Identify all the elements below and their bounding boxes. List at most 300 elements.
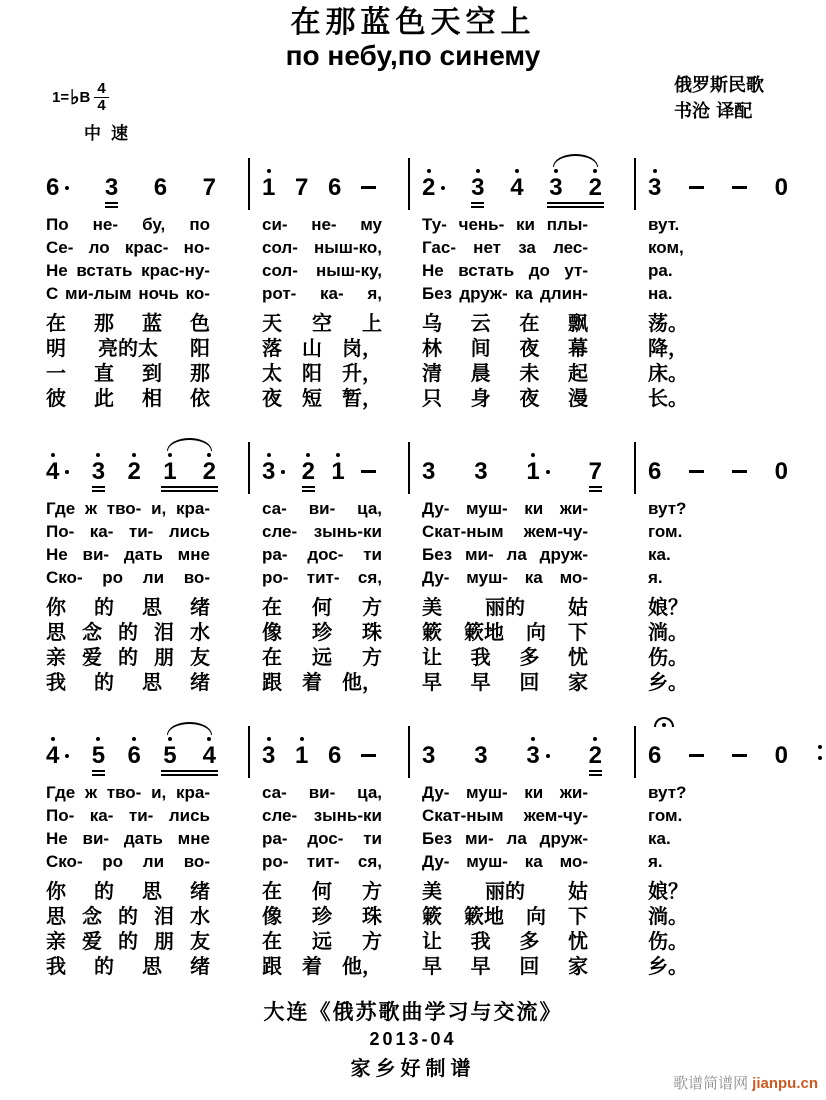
lyric-syllable: 在 <box>262 879 282 903</box>
dash-glyph <box>361 175 376 200</box>
barline-spacer <box>396 595 422 620</box>
barline-spacer <box>396 282 422 305</box>
underline-slot <box>262 768 275 776</box>
note-column <box>589 451 602 492</box>
note-3 <box>105 167 118 208</box>
underline-slot <box>589 484 602 492</box>
duration-dot <box>546 754 550 758</box>
lyric-syllable: сол- <box>262 261 298 280</box>
dash-note <box>689 167 704 208</box>
footer-transcriber: 家乡好制谱 <box>350 1056 476 1080</box>
barline-spacer <box>622 566 648 589</box>
underline-slot <box>474 484 487 492</box>
note-digit: 6 <box>127 742 141 769</box>
lyric-syllable: ныш-ку, <box>315 261 382 280</box>
lyric-syllable: си- <box>262 215 288 234</box>
octave-dot <box>267 737 271 741</box>
lyric-syllable: 明 <box>46 336 66 360</box>
lyric-measure-cell <box>262 236 396 259</box>
lyric-syllable: плы- <box>546 215 588 234</box>
lyric-syllable: 家 <box>567 670 588 694</box>
duration-dot <box>65 186 69 190</box>
watermark-url: jianpu.cn <box>752 1075 818 1092</box>
lyric-measure-cell <box>422 361 622 386</box>
lyric-measure-cell <box>262 311 396 336</box>
notation-row <box>0 719 826 781</box>
lyric-syllable: Ско- <box>46 568 83 587</box>
barline-spacer <box>396 645 422 670</box>
octave-dot <box>427 169 431 173</box>
lyric-syllable: ти <box>363 829 382 848</box>
note-digit: 4 <box>46 742 60 769</box>
lyric-syllable: лись <box>168 806 210 825</box>
lyric-syllable: 夜 <box>519 336 540 360</box>
lyric-syllable: 我 <box>470 645 491 669</box>
underline <box>161 770 218 772</box>
barline <box>634 158 636 210</box>
measure <box>648 451 816 492</box>
dash-note <box>732 735 747 776</box>
lyric-syllable: на. <box>648 284 673 303</box>
note-column <box>471 167 484 208</box>
lyric-syllable: ми- <box>464 545 494 564</box>
lyric-syllable: По <box>46 215 69 234</box>
tie-arc <box>553 154 598 167</box>
barline-spacer <box>396 827 422 850</box>
lyric-syllable: 远 <box>312 929 332 953</box>
note-column <box>689 735 704 776</box>
note-column <box>128 451 141 492</box>
dash-note <box>689 735 704 776</box>
lyric-syllable: ка <box>514 284 533 303</box>
lyric-syllable: 忧 <box>567 645 588 669</box>
lyric-measure-cell <box>648 827 816 850</box>
russian-lyric-line <box>46 236 826 259</box>
note-column <box>589 735 602 776</box>
lyric-syllable: 着 <box>302 954 322 978</box>
lyric-syllable: 夜 <box>262 386 282 410</box>
barline-spacer <box>622 620 648 645</box>
underline-slot <box>689 200 704 208</box>
note-7 <box>295 167 308 208</box>
lyric-syllable: 多 <box>519 929 540 953</box>
dash-bar <box>689 754 704 757</box>
lyric-syllable: я, <box>367 284 382 303</box>
repeat-dot <box>818 756 822 760</box>
barline-spacer <box>622 827 648 850</box>
lyric-syllable: Ду- <box>422 568 450 587</box>
lyric-syllable: 方 <box>362 879 382 903</box>
note-digit: 1 <box>526 458 540 485</box>
octave-dot <box>476 169 480 173</box>
note-digit: 2 <box>588 742 602 769</box>
barline <box>248 158 250 210</box>
underline-slot <box>92 484 105 492</box>
barline-spacer <box>396 336 422 361</box>
note-2 <box>589 735 602 776</box>
lyric-syllable: 美 <box>422 595 442 619</box>
lyric-syllable: 只 <box>422 386 442 410</box>
note-column <box>154 167 167 208</box>
lyric-measure-cell <box>422 879 622 904</box>
lyric-syllable: жи- <box>559 499 588 518</box>
chinese-lyric-line <box>46 645 826 670</box>
lyric-syllable: Где <box>46 499 76 518</box>
octave-dot <box>300 737 304 741</box>
barline-spacer <box>396 259 422 282</box>
lyric-syllable: 簌地 <box>464 904 504 928</box>
lyric-syllable: ныш-ко, <box>313 238 382 257</box>
lyric-measure-cell <box>422 620 622 645</box>
barline-spacer <box>622 670 648 695</box>
note-digit: 0 <box>774 458 788 485</box>
underline-slot <box>526 484 539 492</box>
barline-spacer <box>236 282 262 305</box>
system-1 <box>0 151 826 411</box>
barline-spacer <box>396 386 422 411</box>
note-6 <box>128 735 141 776</box>
barline <box>408 726 410 778</box>
lyric-syllable: 方 <box>362 929 382 953</box>
barline-spacer <box>236 259 262 282</box>
dash-bar <box>361 754 376 757</box>
barline-spacer <box>236 804 262 827</box>
russian-lyric-line <box>46 259 826 282</box>
barline-spacer <box>396 954 422 979</box>
lyric-syllable: дос- <box>307 829 344 848</box>
lyric-syllable: длин- <box>539 284 588 303</box>
lyric-measure-cell <box>46 929 236 954</box>
lyric-syllable: 早 <box>422 954 442 978</box>
underline-slot <box>295 768 308 776</box>
note-column <box>361 451 376 492</box>
lyric-syllable: 身 <box>470 386 491 410</box>
key-prefix: 1= <box>52 89 70 106</box>
lyric-measure-cell <box>262 361 396 386</box>
lyric-syllable: 阳 <box>302 361 322 385</box>
lyric-measure-cell <box>262 670 396 695</box>
lyric-syllable: 间 <box>470 336 491 360</box>
barline-spacer <box>236 566 262 589</box>
underline-slot <box>732 200 747 208</box>
note-digit: 6 <box>46 174 60 201</box>
octave-dot <box>168 737 172 741</box>
footer-date: 2013-04 <box>369 1029 457 1049</box>
lyric-measure-cell <box>46 336 236 361</box>
underline <box>589 770 602 772</box>
chinese-lyrics <box>0 311 826 411</box>
rest-note <box>775 167 788 208</box>
note-column <box>422 735 435 776</box>
lyric-measure-cell <box>422 311 622 336</box>
note-column <box>302 451 315 492</box>
lyric-syllable: 长。 <box>648 386 688 410</box>
dash-note <box>361 451 376 492</box>
lyric-syllable: 起 <box>567 361 588 385</box>
lyric-measure-cell <box>648 670 816 695</box>
underline-slot <box>775 484 788 492</box>
lyric-syllable: ж <box>84 783 98 802</box>
beam-underline <box>547 200 604 208</box>
lyric-measure-cell <box>422 670 622 695</box>
time-signature-top: 4 <box>94 81 108 98</box>
lyric-syllable: 丽的 <box>485 879 525 903</box>
lyric-measure-cell <box>648 804 816 827</box>
barline-spacer <box>236 929 262 954</box>
note-digit: 0 <box>774 742 788 769</box>
lyric-syllable: 何 <box>312 595 332 619</box>
lyric-syllable: 水 <box>190 904 210 928</box>
octave-dot <box>267 453 271 457</box>
note-digit: 2 <box>422 174 436 201</box>
beamed-note-group <box>163 451 216 492</box>
dash-bar <box>689 186 704 189</box>
lyric-measure-cell <box>648 620 816 645</box>
note-column <box>648 735 661 776</box>
octave-dot <box>554 169 558 173</box>
russian-lyric-line <box>46 827 826 850</box>
dash-note <box>689 451 704 492</box>
measure <box>422 735 622 776</box>
lyric-syllable: 伤。 <box>648 645 688 669</box>
lyric-syllable: 在 <box>262 595 282 619</box>
note-column <box>422 451 435 492</box>
lyric-syllable: 思 <box>142 954 162 978</box>
note-column <box>92 451 105 492</box>
chinese-lyric-line <box>46 595 826 620</box>
barline-spacer <box>236 595 262 620</box>
lyric-syllable: тво- <box>106 499 142 518</box>
key-time-signature <box>52 81 109 114</box>
octave-dot <box>96 453 100 457</box>
underline-slot <box>471 200 484 208</box>
octave-dot <box>531 453 535 457</box>
notation-row <box>0 435 826 497</box>
duration-dot <box>546 470 550 474</box>
lyric-syllable: 你 <box>46 595 66 619</box>
flat-sign-icon: ♭ <box>70 87 80 109</box>
score-header <box>0 71 826 149</box>
lyric-syllable: Ско- <box>46 852 83 871</box>
note-column <box>328 167 341 208</box>
note-digit: 4 <box>510 174 524 201</box>
note-3 <box>262 451 285 492</box>
lyric-syllable: 友 <box>190 929 210 953</box>
note-digit: 3 <box>422 458 436 485</box>
lyric-syllable: 伤。 <box>648 929 688 953</box>
note-digit: 3 <box>422 742 436 769</box>
note-3 <box>262 735 275 776</box>
octave-dot <box>306 453 310 457</box>
lyric-syllable: Без <box>422 829 453 848</box>
lyric-syllable: 他， <box>342 670 382 694</box>
lyric-syllable: ти- <box>128 806 154 825</box>
underline-slot <box>422 200 435 208</box>
lyric-syllable: и, <box>151 783 167 802</box>
rest-note <box>775 451 788 492</box>
lyric-syllable: 回 <box>519 954 540 978</box>
key-letter: B <box>79 89 91 106</box>
barline-spacer <box>622 543 648 566</box>
lyric-syllable: 的 <box>118 620 138 644</box>
lyric-syllable: 绪 <box>190 670 210 694</box>
note-6 <box>648 735 661 776</box>
lyric-syllable: 朋 <box>154 929 174 953</box>
underline <box>161 486 218 488</box>
lyric-syllable: 你 <box>46 879 66 903</box>
lyric-syllable: 早 <box>470 670 491 694</box>
russian-lyric-line <box>46 850 826 873</box>
lyric-syllable: 早 <box>422 670 442 694</box>
lyric-syllable: Не <box>422 261 444 280</box>
underline <box>547 202 604 204</box>
note-digit: 3 <box>474 458 488 485</box>
barline-spacer <box>396 497 422 520</box>
lyric-measure-cell <box>648 361 816 386</box>
barline-spacer <box>622 879 648 904</box>
note-digit: 7 <box>295 174 309 201</box>
lyric-syllable: 一 <box>46 361 66 385</box>
underline-slot <box>262 484 275 492</box>
underline-slot <box>328 200 341 208</box>
chinese-lyric-line <box>46 879 826 904</box>
lyric-syllable: ви- <box>82 829 110 848</box>
lyric-measure-cell <box>648 543 816 566</box>
lyric-syllable: Не <box>46 545 68 564</box>
lyric-syllable: встать <box>458 261 515 280</box>
note-digit: 4 <box>202 742 216 769</box>
dash-glyph <box>732 175 747 200</box>
barline-spacer <box>236 645 262 670</box>
note-digit: 3 <box>526 742 540 769</box>
lyric-syllable: 绪 <box>190 879 210 903</box>
note-column <box>526 735 539 776</box>
lyric-syllable: мне <box>177 545 210 564</box>
lyric-measure-cell <box>46 361 236 386</box>
measure <box>648 735 816 776</box>
lyric-syllable: 跟 <box>262 954 282 978</box>
barline-spacer <box>236 497 262 520</box>
lyric-syllable: 暂， <box>342 386 382 410</box>
lyric-syllable: ли <box>142 568 165 587</box>
octave-dot <box>653 169 657 173</box>
lyric-syllable: друж- <box>539 829 588 848</box>
lyric-syllable: ки <box>524 499 544 518</box>
lyric-syllable: 飘 <box>567 311 588 335</box>
russian-lyrics <box>0 213 826 305</box>
lyric-syllable: я. <box>648 852 663 871</box>
lyric-syllable: Ту- <box>422 215 447 234</box>
underline-slot <box>648 200 661 208</box>
barline-spacer <box>236 781 262 804</box>
underline-slot <box>128 768 141 776</box>
note-6 <box>46 167 69 208</box>
lyric-syllable: ка <box>524 852 543 871</box>
lyric-syllable: 友 <box>190 645 210 669</box>
system-2 <box>0 435 826 695</box>
lyric-measure-cell <box>262 904 396 929</box>
tempo-marking: 中速 <box>84 124 138 144</box>
dash-glyph <box>732 743 747 768</box>
barline-spacer <box>622 213 648 236</box>
lyric-measure-cell <box>262 520 396 543</box>
note-3 <box>422 735 435 776</box>
lyric-syllable: 簌 <box>422 620 442 644</box>
note-column <box>203 167 216 208</box>
lyric-measure-cell <box>422 282 622 305</box>
underline-slot <box>46 200 59 208</box>
lyric-syllable: я. <box>648 568 663 587</box>
lyric-syllable: 家 <box>567 954 588 978</box>
note-1 <box>295 735 308 776</box>
lyric-syllable: дос- <box>307 545 344 564</box>
lyric-syllable: 思 <box>46 904 66 928</box>
lyric-measure-cell <box>422 929 622 954</box>
lyric-syllable: нет <box>473 238 501 257</box>
lyric-syllable: гом. <box>648 522 683 541</box>
underline <box>471 202 484 204</box>
chinese-lyrics <box>0 879 826 979</box>
lyric-syllable: 的 <box>94 670 114 694</box>
lyric-syllable: не- <box>92 215 119 234</box>
lyric-syllable: 那 <box>190 361 210 385</box>
system-3 <box>0 719 826 979</box>
lyric-syllable: жем-чу- <box>523 806 588 825</box>
lyric-syllable: 云 <box>470 311 491 335</box>
lyric-syllable: 亮的太 <box>98 336 158 360</box>
note-digit: 7 <box>202 174 216 201</box>
lyric-syllable: са- <box>262 499 287 518</box>
lyric-syllable: С <box>46 284 59 303</box>
barline <box>408 158 410 210</box>
barline-spacer <box>236 827 262 850</box>
underline-slot <box>203 200 216 208</box>
lyric-syllable: 朋 <box>154 645 174 669</box>
lyric-measure-cell <box>648 336 816 361</box>
lyric-syllable: 未 <box>519 361 540 385</box>
note-6 <box>328 167 341 208</box>
russian-lyric-line <box>46 282 826 305</box>
chinese-lyric-line <box>46 954 826 979</box>
note-digit: 1 <box>163 458 177 485</box>
note-column <box>328 735 341 776</box>
note-column <box>775 735 788 776</box>
lyric-measure-cell <box>46 954 236 979</box>
lyric-measure-cell <box>262 879 396 904</box>
lyric-syllable: 远 <box>312 645 332 669</box>
lyric-syllable: Ду- <box>422 783 450 802</box>
note-6 <box>154 167 167 208</box>
note-column <box>105 167 118 208</box>
note-digit: 5 <box>163 742 177 769</box>
lyric-measure-cell <box>422 954 622 979</box>
lyric-measure-cell <box>422 645 622 670</box>
russian-lyric-line <box>46 520 826 543</box>
lyric-syllable: зынь-ки <box>313 522 382 541</box>
note-digit: 6 <box>328 174 342 201</box>
note-digit: 6 <box>153 174 168 201</box>
barline-spacer <box>622 497 648 520</box>
lyric-syllable: ра. <box>648 261 673 280</box>
lyric-syllable: 让 <box>422 929 442 953</box>
lyric-measure-cell <box>46 827 236 850</box>
lyric-syllable: 直 <box>94 361 114 385</box>
underline-slot <box>92 768 105 776</box>
note-3 <box>422 451 435 492</box>
lyric-syllable: 降， <box>648 336 688 360</box>
lyric-syllable: жем-чу- <box>523 522 588 541</box>
lyric-syllable: 下 <box>568 620 588 644</box>
